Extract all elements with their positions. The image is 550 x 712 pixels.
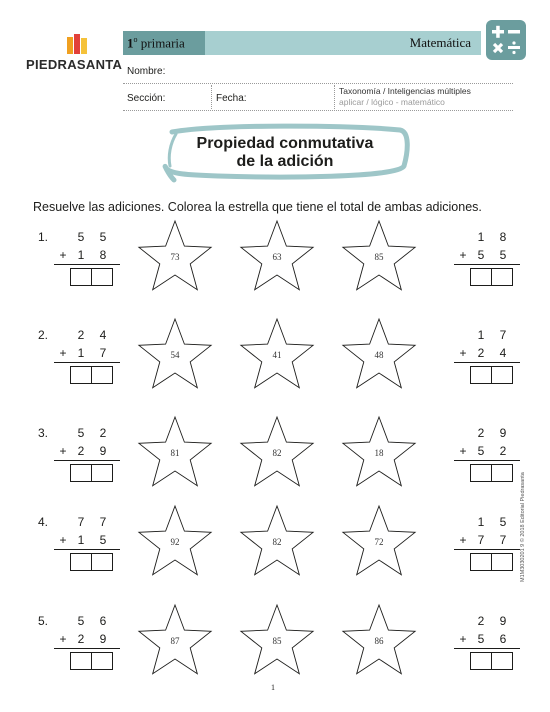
addend-digit: 5	[477, 444, 485, 458]
addend-digit: 5	[477, 248, 485, 262]
sum-line	[454, 264, 520, 265]
sum-line	[454, 460, 520, 461]
sum-line	[54, 549, 120, 550]
page-title: Propiedad conmutativa de la adición	[196, 135, 374, 170]
seccion-label: Sección:	[127, 93, 166, 104]
star-value: 82	[272, 537, 282, 547]
addend-digit: 6	[499, 632, 507, 646]
addend-digit: 7	[99, 515, 107, 529]
star-value: 85	[374, 252, 384, 262]
answer-box-units[interactable]	[491, 553, 513, 571]
addend-digit: 1	[77, 248, 85, 262]
addend-digit: 8	[499, 230, 507, 244]
star-value: 85	[272, 636, 282, 646]
star-value: 87	[170, 636, 180, 646]
answer-box-tens[interactable]	[470, 553, 492, 571]
sum-line	[454, 362, 520, 363]
answer-box-units[interactable]	[91, 652, 113, 670]
star-value: 63	[272, 252, 282, 262]
nombre-line[interactable]	[123, 83, 513, 84]
addend-digit: 9	[499, 426, 507, 440]
addend-digit: 2	[477, 426, 485, 440]
addend-digit: 7	[499, 533, 507, 547]
grade-bar	[123, 31, 205, 55]
addend-digit: 2	[77, 328, 85, 342]
plus-sign: +	[59, 444, 67, 458]
star-value: 86	[374, 636, 384, 646]
star-value: 54	[170, 350, 180, 360]
addend-digit: 2	[477, 614, 485, 628]
answer-box-tens[interactable]	[70, 652, 92, 670]
answer-box-units[interactable]	[491, 652, 513, 670]
header-bottom-line	[123, 110, 513, 111]
answer-box-tens[interactable]	[470, 366, 492, 384]
answer-box-tens[interactable]	[470, 464, 492, 482]
plus-sign: +	[459, 444, 467, 458]
addend-digit: 5	[477, 632, 485, 646]
problem-number: 5.	[38, 614, 49, 628]
plus-sign: +	[59, 533, 67, 547]
addend-digit: 5	[499, 515, 507, 529]
answer-box-units[interactable]	[491, 268, 513, 286]
answer-box-units[interactable]	[491, 464, 513, 482]
problem-number: 1.	[38, 230, 49, 244]
brand-name: PIEDRASANTA	[26, 57, 123, 72]
addend-digit: 9	[99, 632, 107, 646]
star-value: 81	[170, 448, 180, 458]
plus-sign: +	[459, 533, 467, 547]
fecha-label: Fecha:	[216, 93, 247, 104]
addend-digit: 5	[99, 230, 107, 244]
addend-digit: 4	[99, 328, 107, 342]
divider	[211, 85, 212, 109]
problem-number: 3.	[38, 426, 49, 440]
answer-box-units[interactable]	[91, 464, 113, 482]
addend-digit: 2	[77, 444, 85, 458]
problem-number: 2.	[38, 328, 49, 342]
plus-sign: +	[459, 632, 467, 646]
addend-digit: 1	[477, 230, 485, 244]
answer-box-tens[interactable]	[470, 652, 492, 670]
addend-digit: 2	[99, 426, 107, 440]
grade-label: 1$^o$ primaria	[127, 35, 185, 51]
taxonomy-label: Taxonomía / Inteligencias múltiples	[339, 86, 471, 96]
addend-digit: 2	[499, 444, 507, 458]
plus-sign: +	[459, 346, 467, 360]
addend-digit: 7	[77, 515, 85, 529]
addend-digit: 5	[499, 248, 507, 262]
subject-label: Matemática	[409, 35, 471, 50]
divider	[334, 85, 335, 109]
page-number: 1	[271, 683, 275, 692]
plus-sign: +	[59, 632, 67, 646]
star-value: 92	[170, 537, 180, 547]
addend-digit: 5	[77, 230, 85, 244]
answer-box-units[interactable]	[91, 268, 113, 286]
sum-line	[454, 648, 520, 649]
piedrasanta-logo-icon	[67, 34, 89, 54]
nombre-label: Nombre:	[127, 66, 166, 77]
addend-digit: 5	[77, 614, 85, 628]
addend-digit: 7	[99, 346, 107, 360]
addend-digit: 2	[77, 632, 85, 646]
addend-digit: 1	[77, 533, 85, 547]
subject-bar	[205, 31, 481, 55]
sum-line	[54, 264, 120, 265]
answer-box-tens[interactable]	[470, 268, 492, 286]
addend-digit: 5	[77, 426, 85, 440]
addend-digit: 9	[99, 444, 107, 458]
addend-digit: 5	[99, 533, 107, 547]
side-copyright: M1M3030201 9 © 2018 Editorial Piedrasanta	[520, 472, 526, 582]
star-value: 72	[374, 537, 384, 547]
sum-line	[454, 549, 520, 550]
math-operations-icon	[486, 20, 526, 60]
answer-box-units[interactable]	[491, 366, 513, 384]
addend-digit: 7	[499, 328, 507, 342]
star-value: 82	[272, 448, 282, 458]
plus-sign: +	[459, 248, 467, 262]
addend-digit: 1	[477, 515, 485, 529]
plus-sign: +	[59, 346, 67, 360]
addend-digit: 4	[499, 346, 507, 360]
addend-digit: 1	[477, 328, 485, 342]
addend-digit: 2	[477, 346, 485, 360]
plus-sign: +	[59, 248, 67, 262]
sum-line	[54, 648, 120, 649]
star-value: 73	[170, 252, 180, 262]
answer-box-tens[interactable]	[70, 553, 92, 571]
addend-digit: 7	[477, 533, 485, 547]
problem-number: 4.	[38, 515, 49, 529]
star-value: 18	[374, 448, 384, 458]
addend-digit: 8	[99, 248, 107, 262]
instruction-text: Resuelve las adiciones. Colorea la estrella que tiene el total de ambas adiciones.	[33, 200, 482, 214]
answer-box-units[interactable]	[91, 366, 113, 384]
answer-box-tens[interactable]	[70, 366, 92, 384]
addend-digit: 9	[499, 614, 507, 628]
addend-digit: 6	[99, 614, 107, 628]
answer-box-units[interactable]	[91, 553, 113, 571]
answer-box-tens[interactable]	[70, 464, 92, 482]
sum-line	[54, 460, 120, 461]
star-value: 41	[272, 350, 282, 360]
addend-digit: 1	[77, 346, 85, 360]
star-value: 48	[374, 350, 384, 360]
taxonomy-values: aplicar / lógico - matemático	[339, 97, 445, 107]
sum-line	[54, 362, 120, 363]
answer-box-tens[interactable]	[70, 268, 92, 286]
